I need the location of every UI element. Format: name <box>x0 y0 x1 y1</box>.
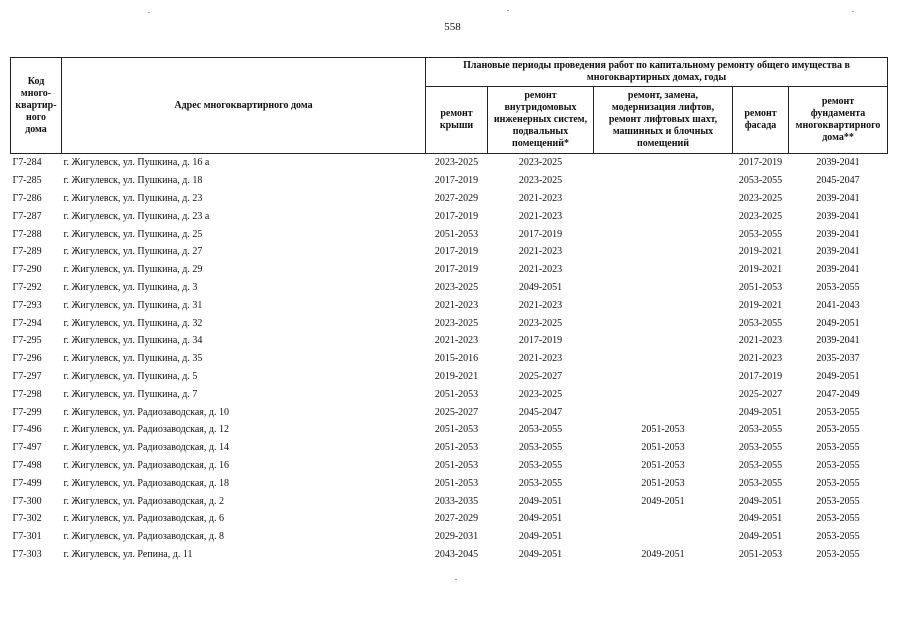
cell-foundation: 2053-2055 <box>816 548 860 560</box>
cell-elevator <box>594 368 733 386</box>
table-row <box>11 190 888 208</box>
cell-code: Г7-499 <box>12 477 42 489</box>
table-row <box>11 510 888 528</box>
cell-foundation: 2045-2047 <box>816 175 860 187</box>
cell-facade: 2049-2051 <box>738 495 783 507</box>
cell-systems: 2023-2025 <box>518 388 563 400</box>
cell-address: г. Жигулевск, ул. Репина, д. 11 <box>63 548 193 560</box>
cell-roof: 2051-2053 <box>434 459 479 471</box>
cell-address: г. Жигулевск, ул. Пушкина, д. 7 <box>63 388 198 400</box>
cell-code: Г7-293 <box>12 299 42 311</box>
cell-foundation: 2053-2055 <box>816 442 860 454</box>
cell-code: Г7-288 <box>12 228 42 240</box>
cell-elevator <box>594 510 733 528</box>
cell-roof: 2019-2021 <box>434 370 479 382</box>
cell-systems: 2053-2055 <box>518 424 563 436</box>
cell-foundation: 2039-2041 <box>816 210 860 222</box>
cell-roof: 2017-2019 <box>434 175 479 187</box>
cell-facade: 2017-2019 <box>738 157 783 169</box>
table-row <box>11 154 888 172</box>
cell-code: Г7-286 <box>12 192 42 204</box>
cell-facade: 2053-2055 <box>738 317 783 329</box>
cell-elevator <box>594 154 733 172</box>
cell-systems: 2053-2055 <box>518 459 563 471</box>
cell-facade: 2025-2027 <box>738 388 783 400</box>
cell-elevator: 2049-2051 <box>641 495 685 507</box>
cell-elevator <box>594 528 733 546</box>
cell-address: г. Жигулевск, ул. Пушкина, д. 23 а <box>63 210 210 222</box>
cell-roof: 2015-2016 <box>434 353 479 365</box>
table-body <box>11 154 888 564</box>
cell-code: Г7-298 <box>12 388 42 400</box>
cell-elevator <box>594 332 733 350</box>
table-row <box>11 350 888 368</box>
cell-code: Г7-284 <box>12 157 42 169</box>
cell-code: Г7-296 <box>12 353 42 365</box>
cell-systems: 2023-2025 <box>518 157 563 169</box>
cell-facade: 2053-2055 <box>738 442 783 454</box>
cell-address: г. Жигулевск, ул. Пушкина, д. 32 <box>63 317 203 329</box>
cell-facade: 2049-2051 <box>738 513 783 525</box>
cell-elevator: 2049-2051 <box>641 548 685 560</box>
cell-code: Г7-285 <box>12 175 42 187</box>
cell-roof: 2027-2029 <box>434 513 479 525</box>
cell-roof: 2051-2053 <box>434 442 479 454</box>
cell-systems: 2049-2051 <box>518 548 563 560</box>
cell-facade: 2051-2053 <box>738 548 783 560</box>
cell-elevator <box>594 261 733 279</box>
cell-roof: 2023-2025 <box>434 281 479 293</box>
cell-foundation: 2053-2055 <box>816 281 860 293</box>
cell-address: г. Жигулевск, ул. Пушкина, д. 3 <box>63 281 198 293</box>
cell-systems: 2049-2051 <box>518 281 563 293</box>
cell-foundation: 2053-2055 <box>816 495 860 507</box>
cell-elevator <box>594 172 733 190</box>
cell-foundation: 2053-2055 <box>816 513 860 525</box>
table-row <box>11 368 888 386</box>
cell-address: г. Жигулевск, ул. Радиозаводская, д. 16 <box>63 459 229 471</box>
cell-facade: 2021-2023 <box>738 353 783 365</box>
cell-address: г. Жигулевск, ул. Радиозаводская, д. 10 <box>63 406 229 418</box>
capital-repair-table <box>10 57 888 563</box>
cell-elevator <box>594 243 733 261</box>
cell-code: Г7-287 <box>12 210 42 222</box>
header-code: Код много- квартир- ного дома <box>11 58 62 154</box>
cell-elevator: 2051-2053 <box>641 424 685 436</box>
cell-foundation: 2039-2041 <box>816 192 860 204</box>
cell-systems: 2021-2023 <box>518 299 563 311</box>
cell-foundation: 2039-2041 <box>816 228 860 240</box>
cell-elevator <box>594 350 733 368</box>
cell-roof: 2051-2053 <box>434 424 479 436</box>
cell-address: г. Жигулевск, ул. Пушкина, д. 25 <box>63 228 203 240</box>
page-number: 558 <box>444 21 461 33</box>
cell-address: г. Жигулевск, ул. Радиозаводская, д. 2 <box>63 495 224 507</box>
cell-systems: 2017-2019 <box>518 335 563 347</box>
cell-elevator <box>594 225 733 243</box>
cell-code: Г7-297 <box>12 370 42 382</box>
cell-elevator <box>594 403 733 421</box>
table-row <box>11 492 888 510</box>
cell-address: г. Жигулевск, ул. Пушкина, д. 29 <box>63 264 203 276</box>
cell-roof: 2021-2023 <box>434 335 479 347</box>
cell-facade: 2021-2023 <box>738 335 783 347</box>
cell-roof: 2023-2025 <box>434 317 479 329</box>
table-row <box>11 528 888 546</box>
cell-elevator: 2051-2053 <box>641 477 685 489</box>
cell-roof: 2025-2027 <box>434 406 479 418</box>
cell-roof: 2043-2045 <box>434 548 479 560</box>
header-facade: ремонт фасада <box>733 87 789 154</box>
cell-address: г. Жигулевск, ул. Пушкина, д. 18 <box>63 175 203 187</box>
cell-roof: 2029-2031 <box>434 531 479 543</box>
cell-code: Г7-496 <box>12 424 42 436</box>
cell-roof: 2017-2019 <box>434 246 479 258</box>
cell-address: г. Жигулевск, ул. Радиозаводская, д. 14 <box>63 442 229 454</box>
table-row <box>11 457 888 475</box>
cell-code: Г7-294 <box>12 317 42 329</box>
cell-code: Г7-303 <box>12 548 42 560</box>
cell-code: Г7-299 <box>12 406 42 418</box>
scan-speck <box>852 11 854 12</box>
cell-systems: 2045-2047 <box>518 406 563 418</box>
cell-facade: 2053-2055 <box>738 477 783 489</box>
cell-systems: 2053-2055 <box>518 442 563 454</box>
table-row <box>11 172 888 190</box>
table-row <box>11 314 888 332</box>
cell-elevator <box>594 207 733 225</box>
cell-roof: 2017-2019 <box>434 264 479 276</box>
cell-facade: 2019-2021 <box>738 264 783 276</box>
cell-foundation: 2053-2055 <box>816 406 860 418</box>
cell-facade: 2023-2025 <box>738 210 783 222</box>
cell-address: г. Жигулевск, ул. Радиозаводская, д. 8 <box>63 531 224 543</box>
cell-systems: 2023-2025 <box>518 317 563 329</box>
cell-systems: 2017-2019 <box>518 228 563 240</box>
cell-roof: 2051-2053 <box>434 228 479 240</box>
cell-code: Г7-289 <box>12 246 42 258</box>
cell-systems: 2021-2023 <box>518 192 563 204</box>
cell-elevator <box>594 190 733 208</box>
cell-roof: 2027-2029 <box>434 192 479 204</box>
cell-foundation: 2049-2051 <box>816 370 860 382</box>
cell-roof: 2021-2023 <box>434 299 479 311</box>
header-foundation: ремонт фундамента многоквартирного дома** <box>789 87 888 154</box>
table-row <box>11 474 888 492</box>
cell-foundation: 2053-2055 <box>816 459 860 471</box>
table-row <box>11 439 888 457</box>
cell-facade: 2023-2025 <box>738 192 783 204</box>
table-row <box>11 421 888 439</box>
cell-systems: 2025-2027 <box>518 370 563 382</box>
cell-roof: 2017-2019 <box>434 210 479 222</box>
cell-foundation: 2049-2051 <box>816 317 860 329</box>
cell-foundation: 2053-2055 <box>816 531 860 543</box>
cell-facade: 2049-2051 <box>738 531 783 543</box>
table-row <box>11 225 888 243</box>
cell-address: г. Жигулевск, ул. Радиозаводская, д. 6 <box>63 513 224 525</box>
cell-code: Г7-295 <box>12 335 42 347</box>
cell-facade: 2053-2055 <box>738 175 783 187</box>
cell-foundation: 2039-2041 <box>816 264 860 276</box>
cell-address: г. Жигулевск, ул. Пушкина, д. 35 <box>63 353 203 365</box>
cell-facade: 2053-2055 <box>738 228 783 240</box>
cell-foundation: 2053-2055 <box>816 424 860 436</box>
cell-facade: 2051-2053 <box>738 281 783 293</box>
table-header <box>11 58 888 154</box>
scan-speck <box>455 579 457 580</box>
table-row <box>11 279 888 297</box>
cell-roof: 2051-2053 <box>434 477 479 489</box>
table-row <box>11 403 888 421</box>
cell-foundation: 2039-2041 <box>816 246 860 258</box>
header-elevator: ремонт, замена, модернизация лифтов, ремонт лифтовых шахт, машинных и блочных помещений <box>594 87 733 154</box>
table-row <box>11 546 888 564</box>
cell-foundation: 2039-2041 <box>816 157 860 169</box>
scan-speck <box>148 12 150 13</box>
cell-facade: 2019-2021 <box>738 299 783 311</box>
cell-code: Г7-301 <box>12 531 42 543</box>
cell-systems: 2023-2025 <box>518 175 563 187</box>
cell-systems: 2021-2023 <box>518 246 563 258</box>
cell-systems: 2021-2023 <box>518 264 563 276</box>
cell-facade: 2053-2055 <box>738 459 783 471</box>
cell-systems: 2049-2051 <box>518 513 563 525</box>
cell-systems: 2021-2023 <box>518 210 563 222</box>
cell-foundation: 2053-2055 <box>816 477 860 489</box>
cell-systems: 2053-2055 <box>518 477 563 489</box>
cell-foundation: 2041-2043 <box>816 299 860 311</box>
cell-elevator <box>594 314 733 332</box>
table-row <box>11 385 888 403</box>
cell-elevator: 2051-2053 <box>641 442 685 454</box>
cell-foundation: 2035-2037 <box>816 353 860 365</box>
cell-systems: 2049-2051 <box>518 531 563 543</box>
cell-address: г. Жигулевск, ул. Радиозаводская, д. 18 <box>63 477 229 489</box>
cell-address: г. Жигулевск, ул. Пушкина, д. 34 <box>63 335 203 347</box>
header-systems: ремонт внутридомовых инженерных систем, подвальных помещений* <box>488 87 594 154</box>
cell-roof: 2051-2053 <box>434 388 479 400</box>
header-address: Адрес многоквартирного дома <box>62 58 426 154</box>
cell-roof: 2023-2025 <box>434 157 479 169</box>
cell-facade: 2053-2055 <box>738 424 783 436</box>
cell-elevator <box>594 279 733 297</box>
cell-foundation: 2039-2041 <box>816 335 860 347</box>
cell-code: Г7-300 <box>12 495 42 507</box>
table-row <box>11 332 888 350</box>
table-row <box>11 243 888 261</box>
cell-address: г. Жигулевск, ул. Пушкина, д. 16 а <box>63 157 210 169</box>
cell-facade: 2019-2021 <box>738 246 783 258</box>
cell-roof: 2033-2035 <box>434 495 479 507</box>
cell-address: г. Жигулевск, ул. Пушкина, д. 27 <box>63 246 203 258</box>
table-row <box>11 296 888 314</box>
header-roof: ремонт крыши <box>426 87 488 154</box>
cell-elevator <box>594 296 733 314</box>
cell-systems: 2021-2023 <box>518 353 563 365</box>
cell-facade: 2049-2051 <box>738 406 783 418</box>
cell-code: Г7-290 <box>12 264 42 276</box>
cell-address: г. Жигулевск, ул. Пушкина, д. 31 <box>63 299 203 311</box>
cell-foundation: 2047-2049 <box>816 388 860 400</box>
scan-speck <box>507 10 509 11</box>
cell-address: г. Жигулевск, ул. Радиозаводская, д. 12 <box>63 424 229 436</box>
cell-code: Г7-302 <box>12 513 42 525</box>
cell-elevator: 2051-2053 <box>641 459 685 471</box>
cell-code: Г7-497 <box>12 442 42 454</box>
cell-address: г. Жигулевск, ул. Пушкина, д. 23 <box>63 192 203 204</box>
cell-systems: 2049-2051 <box>518 495 563 507</box>
table-row <box>11 261 888 279</box>
cell-code: Г7-292 <box>12 281 42 293</box>
cell-code: Г7-498 <box>12 459 42 471</box>
cell-facade: 2017-2019 <box>738 370 783 382</box>
cell-elevator <box>594 385 733 403</box>
cell-address: г. Жигулевск, ул. Пушкина, д. 5 <box>63 370 198 382</box>
table-row <box>11 207 888 225</box>
header-periods-group: Плановые периоды проведения работ по капитальному ремонту общего имущества в многоквартирных домах, годы <box>426 58 888 87</box>
